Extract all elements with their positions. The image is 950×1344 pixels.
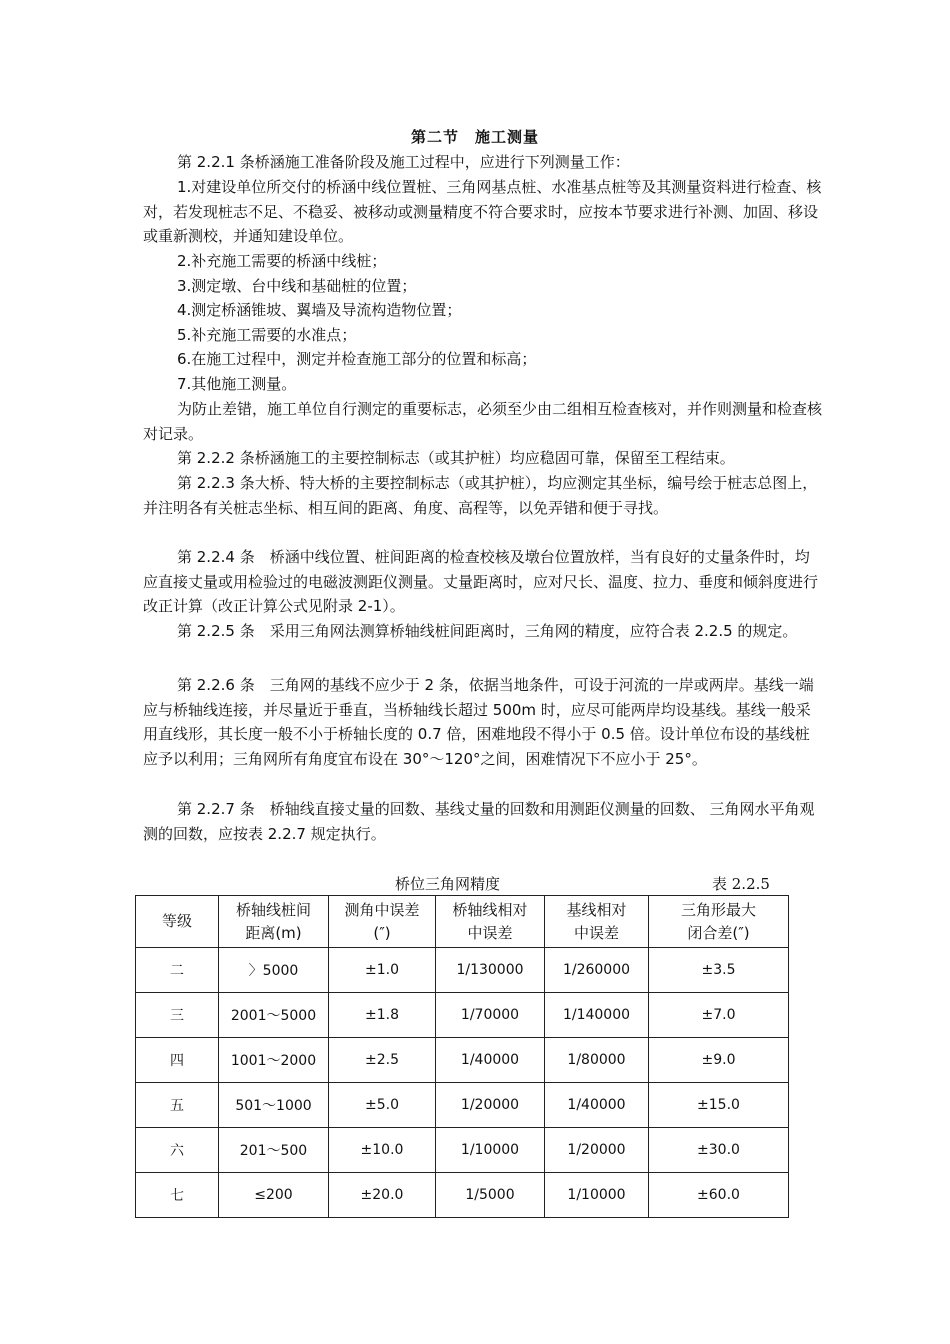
list-item-6: 6.在施工过程中，测定并检查施工部分的位置和标高； [177, 350, 537, 368]
list-item-2: 2.补充施工需要的桥涵中线桩； [177, 252, 387, 270]
header-angle-error: 测角中误差 (″) [329, 896, 436, 948]
cell-baseline-error: 1/80000 [545, 1038, 649, 1083]
table-row [136, 1083, 789, 1128]
cell-closure: ±60.0 [649, 1173, 789, 1218]
cell-angle-error: ±1.8 [329, 993, 436, 1038]
cell-axis-error: 1/10000 [436, 1128, 545, 1173]
cell-distance: 1001～2000 [219, 1038, 329, 1083]
cell-baseline-error: 1/20000 [545, 1128, 649, 1173]
cell-grade: 三 [136, 993, 219, 1038]
table-row [136, 1173, 789, 1218]
table-number: 表 2.2.5 [712, 875, 770, 893]
header-baseline-relative-error: 基线相对 中误差 [545, 896, 649, 948]
list-item-1: 1.对建设单位所交付的桥涵中线位置桩、三角网基点桩、水准基点桩等及其测量资料进行检查、核对，若发现桩志不足、不稳妥、被移动或测量精度不符合要求时，应按本节要求进行补测、加固、移设或重新测校，并通知建设单位。 [143, 178, 822, 245]
cell-baseline-error: 1/260000 [545, 948, 649, 993]
list-item-7: 7.其他施工测量。 [177, 375, 297, 393]
paragraph-2-2-1: 第 2.2.1 条桥涵施工准备阶段及施工过程中，应进行下列测量工作： [177, 153, 630, 171]
cell-grade: 五 [136, 1083, 219, 1128]
cell-closure: ±15.0 [649, 1083, 789, 1128]
cell-axis-error: 1/20000 [436, 1083, 545, 1128]
cell-closure: ±9.0 [649, 1038, 789, 1083]
paragraph-2-2-7: 第 2.2.7 条 桥轴线直接丈量的回数、基线丈量的回数和用测距仪测量的回数、 三角网水平角观测的回数，应按表 2.2.7 规定执行。 [143, 800, 815, 843]
cell-closure: ±3.5 [649, 948, 789, 993]
paragraph-2-2-3: 第 2.2.3 条大桥、特大桥的主要控制标志（或其护桩），均应测定其坐标，编号绘于桩志总图上，并注明各有关桩志坐标、相互间的距离、角度、高程等，以免弄错和便于寻找。 [143, 474, 818, 517]
cell-axis-error: 1/40000 [436, 1038, 545, 1083]
list-item-4: 4.测定桥涵锥坡、翼墙及导流构造物位置； [177, 301, 462, 319]
cell-distance: 501～1000 [219, 1083, 329, 1128]
list-item-3: 3.测定墩、台中线和基础桩的位置； [177, 277, 417, 295]
cell-angle-error: ±1.0 [329, 948, 436, 993]
cell-distance: 2001～5000 [219, 993, 329, 1038]
paragraph-2-2-2: 第 2.2.2 条桥涵施工的主要控制标志（或其护桩）均应稳固可靠，保留至工程结束。 [177, 449, 735, 467]
cell-axis-error: 1/130000 [436, 948, 545, 993]
header-triangle-closure: 三角形最大 闭合差(″) [649, 896, 789, 948]
cell-grade: 二 [136, 948, 219, 993]
section-title: 第二节 施工测量 [410, 128, 539, 146]
cell-closure: ±7.0 [649, 993, 789, 1038]
cell-baseline-error: 1/40000 [545, 1083, 649, 1128]
cell-angle-error: ±2.5 [329, 1038, 436, 1083]
cell-angle-error: ±5.0 [329, 1083, 436, 1128]
cell-baseline-error: 1/140000 [545, 993, 649, 1038]
cell-angle-error: ±10.0 [329, 1128, 436, 1173]
table-row [136, 948, 789, 993]
cell-grade: 七 [136, 1173, 219, 1218]
cell-distance: 〉5000 [219, 948, 329, 993]
paragraph-2-2-6: 第 2.2.6 条 三角网的基线不应少于 2 条，依据当地条件，可设于河流的一岸或两岸。基线一端应与桥轴线连接，并尽量近于垂直，当桥轴线长超过 500m 时，应尽可能两岸均设基线。基线一般采用直线形，其长度一般不小于桥轴长度的 0.7 倍，困难地段不得小于 0.5 倍。设计单位布设的基线桩应予以利用；三角网所有角度宜布设在 30°～120°之间，困难情况下不应小于 25°。 [143, 676, 814, 768]
paragraph-note: 为防止差错，施工单位自行测定的重要标志，必须至少由二组相互检查核对，并作则测量和检查核对记录。 [143, 400, 823, 443]
table-row [136, 993, 789, 1038]
cell-axis-error: 1/5000 [436, 1173, 545, 1218]
cell-closure: ±30.0 [649, 1128, 789, 1173]
table-row [136, 1038, 789, 1083]
header-axis-distance: 桥轴线桩间 距离(m) [219, 896, 329, 948]
header-grade: 等级 [136, 896, 219, 948]
paragraph-2-2-5: 第 2.2.5 条 采用三角网法测算桥轴线桩间距离时，三角网的精度，应符合表 2.2.5 的规定。 [177, 622, 798, 640]
table-caption: 桥位三角网精度 [395, 875, 501, 893]
paragraph-2-2-4: 第 2.2.4 条 桥涵中线位置、桩间距离的检查校核及墩台位置放样，当有良好的丈量条件时，均应直接丈量或用检验过的电磁波测距仪测量。丈量距离时，应对尺长、温度、拉力、垂度和倾斜度进行改正计算（改正计算公式见附录 2-1）。 [143, 548, 819, 615]
cell-distance: 201～500 [219, 1128, 329, 1173]
cell-baseline-error: 1/10000 [545, 1173, 649, 1218]
cell-grade: 六 [136, 1128, 219, 1173]
cell-distance: ≤200 [219, 1173, 329, 1218]
table-header-row [136, 896, 789, 948]
header-axis-relative-error: 桥轴线相对 中误差 [436, 896, 545, 948]
precision-table [135, 895, 789, 1218]
table-row [136, 1128, 789, 1173]
cell-angle-error: ±20.0 [329, 1173, 436, 1218]
cell-grade: 四 [136, 1038, 219, 1083]
list-item-5: 5.补充施工需要的水准点； [177, 326, 357, 344]
cell-axis-error: 1/70000 [436, 993, 545, 1038]
